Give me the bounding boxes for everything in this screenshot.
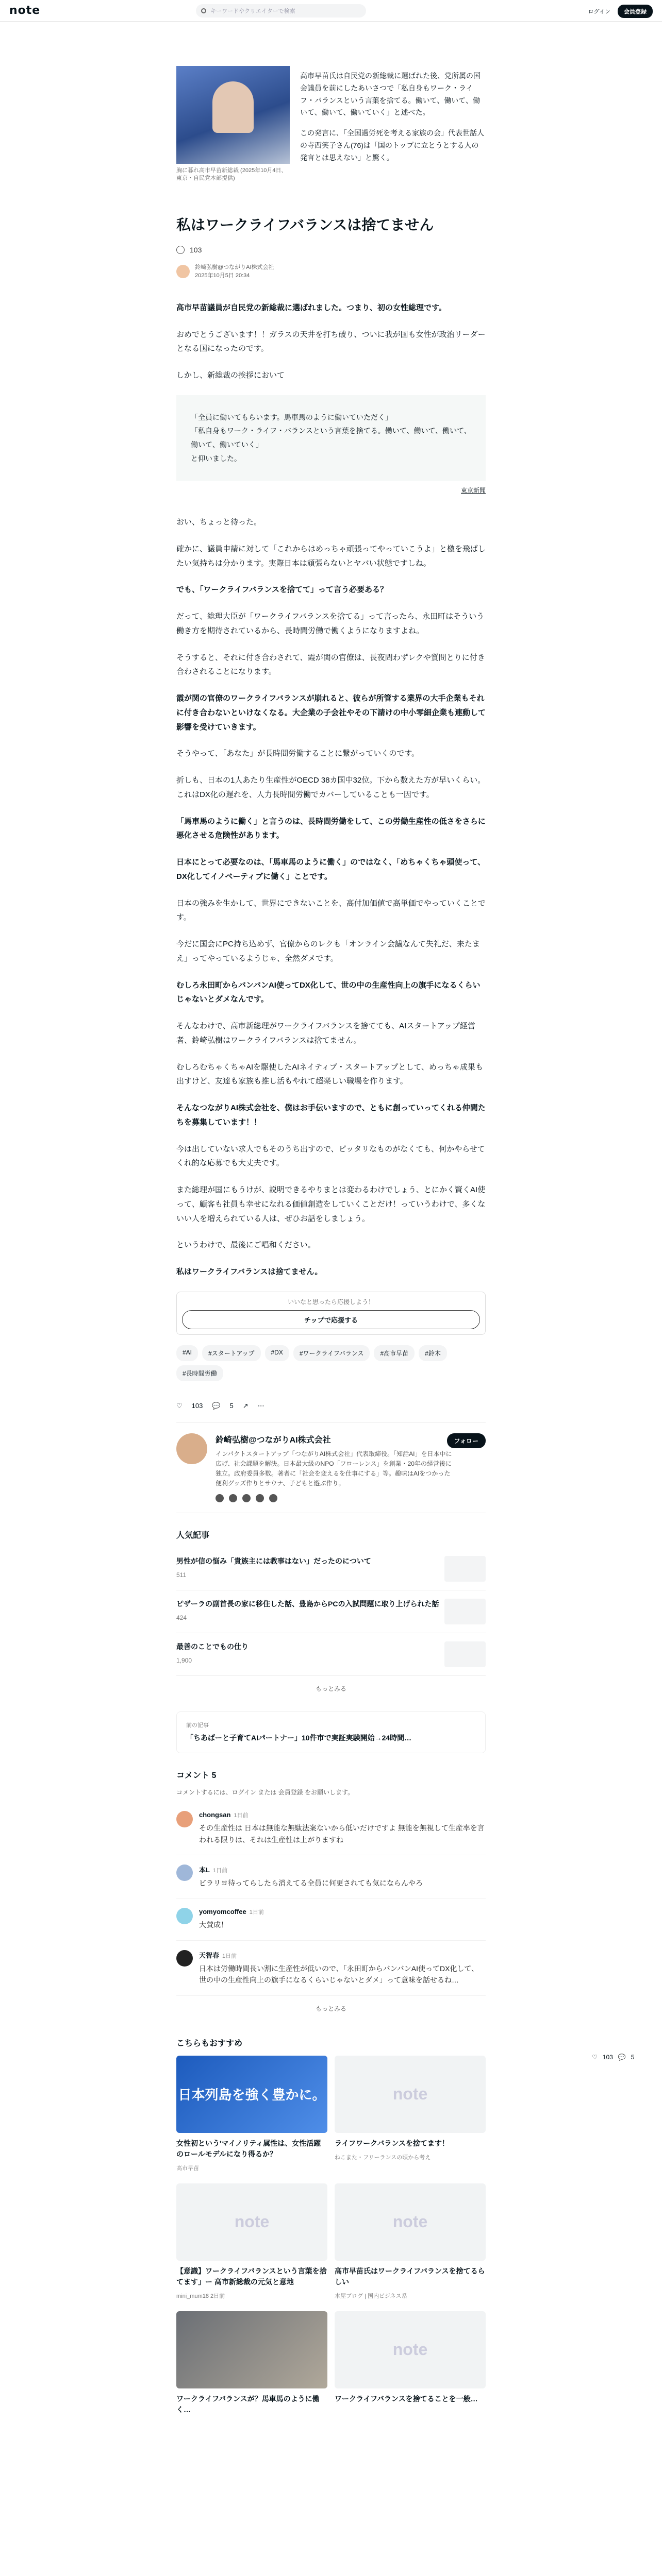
paragraph: そうやって、「あなた」が長時間労働することに繋がっていくのです。	[176, 749, 420, 758]
popular-likes: 511	[176, 1571, 187, 1579]
more-comments-link[interactable]: もっとみる	[315, 2005, 346, 2012]
recommend-image: note	[335, 2311, 486, 2388]
popular-title-text: ピザーラの副首長の家に移住した話、豊島からPCの入試問題に取り上げられた話	[176, 1599, 439, 1608]
paragraph: 今だに国会にPC持ち込めず、官僚からのレクも「オンライン会議なんて失礼だ、来たまえ」ってやっているようじゃ、全然ダメです。	[176, 940, 480, 963]
float-comments: 5	[631, 2054, 635, 2061]
paragraph: むしろ永田町からバンバンAI使ってDX化して、世の中の生産性向上の旗手になるくらいじゃないとダメなんです。	[176, 980, 481, 1004]
recommend-meta: ねこまた・フリーランスの頃から考え	[335, 2154, 431, 2161]
recommend-image: note	[176, 2183, 327, 2261]
paragraph: 高市早苗議員が自民党の新総裁に選ばれました。つまり、初の女性総理です。	[176, 303, 446, 312]
recommend-image: note	[335, 2056, 486, 2133]
paragraph: 霞が関の官僚のワークライフバランスが崩れると、彼らが所管する業界の大手企業もそれに付き合わないといけなくなる。大企業の子会社やその下請けの中小零細企業も連動して影響を受けていきます。	[176, 694, 486, 732]
avatar[interactable]	[176, 1908, 193, 1924]
thumbnail	[444, 1556, 486, 1582]
share-icon[interactable]: ↗	[242, 1401, 249, 1410]
comment-item	[176, 1855, 486, 1899]
list-item[interactable]	[176, 1590, 486, 1633]
paragraph: 私はワークライフバランスは捨てません。	[176, 1267, 323, 1277]
paragraph: だって、総理大臣が「ワークライフバランスを捨てる」って言ったら、永田町はそういう働き方を期待されているから、長時間労働で働くようになりますよね。	[176, 612, 485, 635]
comment-item	[176, 1802, 486, 1855]
article-title: 私はワークライフバランスは捨てません	[176, 216, 434, 233]
site-header	[0, 0, 662, 22]
like-count: 103	[190, 245, 202, 254]
feature-paragraph: この発言に、「全国過労死を考える家族の会」代表世話人の寺西笑子さん(76)は「国のトップに立とうとする人の発言とは思えない」と驚く。	[300, 129, 484, 162]
popular-title-text: 最善のことでもの仕り	[176, 1642, 249, 1651]
comment-text: その生産性は 日本は無能な無駄法案ないから低いだけですよ 無能を無視して生産率を言われる限りは、それは生産性は上がりますね	[199, 1824, 485, 1844]
comments-title: コメント 5	[176, 1771, 217, 1781]
avatar[interactable]	[176, 1950, 193, 1967]
feature-paragraph: 高市早苗氏は自民党の新総裁に選ばれた後、党所属の国会議員を前にしたあいさつで「私自身もワーク・ライフ・バランスという言葉を捨てる。働いて、働いて、働いて、働いて、働いていく」と述べた。	[300, 72, 481, 117]
paragraph: おめでとうございます！！ガラスの天井を打ち破り、ついに我が国も女性が政治リーダーとなる国になったのです。	[176, 330, 486, 353]
recommend-meta: 高市早苗	[176, 2165, 199, 2172]
quote-source-link[interactable]: 東京新聞	[460, 487, 486, 495]
recommend-title-text: 【意識】ワークライフバランスという言葉を捨てます」ー 高市新総裁の元気と意地	[176, 2266, 327, 2286]
x-icon[interactable]	[216, 1494, 224, 1502]
recommend-title-text: 高市早苗氏はワークライフバランスを捨てるらしい	[335, 2266, 485, 2286]
search-icon	[201, 8, 206, 13]
paragraph: 日本にとって必要なのは、「馬車馬のように働く」のではなく、「めちゃくちゃ頭使って、DX化してイノベーティブに働く」ことです。	[176, 858, 486, 881]
popular-title: 人気記事	[176, 1531, 210, 1540]
like-count: 103	[191, 1402, 203, 1410]
comment-text: ビラリヨ待ってらしたら消えてる全員に何更されても気にならんやろ	[199, 1878, 423, 1887]
author-name: 鈴崎弘樹@つながりAI株式会社	[195, 264, 274, 270]
heart-icon[interactable]: ♡	[176, 1401, 183, 1410]
hashtag[interactable]: #DX	[265, 1345, 289, 1361]
reaction-bar	[176, 1402, 486, 1410]
recommend-card[interactable]	[176, 2183, 327, 2300]
prev-label: 前の記事	[186, 1722, 209, 1728]
note-logo[interactable]: note	[9, 4, 41, 17]
list-item[interactable]	[176, 1548, 486, 1590]
author-byline[interactable]	[176, 263, 486, 280]
popular-likes: 424	[176, 1614, 187, 1621]
recommend-title-text: ワークライフバランスを捨てることを一般…	[335, 2394, 478, 2403]
tip-button[interactable]: チップで応援する	[182, 1310, 480, 1329]
author-avatar[interactable]	[176, 1433, 207, 1464]
commenter-name[interactable]: chongsan	[199, 1811, 231, 1819]
more-link[interactable]: もっとみる	[315, 1685, 346, 1692]
comment-item	[176, 1899, 486, 1940]
quote-line: 「全員に働いてもらいます。馬車馬のように働いていただく」	[191, 413, 392, 421]
support-box	[176, 1292, 486, 1335]
like-icon[interactable]	[176, 246, 185, 254]
list-item[interactable]	[176, 1633, 486, 1676]
comment-time: 1日前	[234, 1812, 249, 1819]
thumbnail	[444, 1641, 486, 1667]
float-likes: 103	[602, 2054, 613, 2061]
quote-block	[176, 395, 486, 481]
author-bio: インパクトスタートアップ「つながりAI株式会社」代表取締役。「知話AI」を日本中に広げ、社会課題を解決。日本最大級のNPO「フローレンス」を創業・20年の経営後に独立。政府委員多数。著者に「社会を変えるを仕事にする」等。趣味はAIをつかった便利グッズ作りとサウナ、子どもと遊ぶ作り。	[216, 1450, 452, 1487]
prev-title: 「ちあばーと子育てAIパートナー」10件市で実証実験開始→24時間…	[186, 1734, 412, 1742]
comment-icon[interactable]: 💬	[212, 1401, 221, 1410]
recommend-card[interactable]	[335, 2311, 486, 2415]
paragraph: そんなつながりAI株式会社を、僕はお手伝いますので、ともに創っていってくれる仲間たちを募集しています！！	[176, 1104, 486, 1127]
comment-count: 5	[229, 1402, 234, 1410]
paragraph: 今は出していない求人でもそのうち出すので、ピッタリなものがなくても、何かやらせてくれ的な応募でも大丈夫です。	[176, 1144, 485, 1168]
article	[176, 22, 486, 2415]
recommend-title-text: ワークライフバランスが？馬車馬のように働く…	[176, 2394, 320, 2414]
hashtag[interactable]: #ワークライフバランス	[293, 1345, 370, 1361]
paragraph: 「馬車馬のように働く」と言うのは、長時間労働をして、この労働生産性の低さをさらに悪化させる危険性があります。	[176, 817, 486, 840]
comment-text: 日本は労働時間長い割に生産性が低いので、「永田町からバンバンAI使ってDX化して、世の中の生産性向上の旗手になるくらいじゃないとダメ」って意味を話せるね…	[199, 1964, 479, 1985]
floating-reaction-bar	[592, 2054, 634, 2061]
recommend-card[interactable]	[176, 2056, 327, 2172]
popular-title-text: 男性が信の悩み「貴族主には教事はない」だったのについて	[176, 1556, 371, 1565]
hashtag[interactable]: #高市早苗	[374, 1345, 415, 1361]
recommend-card[interactable]	[176, 2311, 327, 2415]
post-date: 2025年10月5日 20:34	[195, 273, 250, 279]
paragraph: そうすると、それに付き合わされて、霞が関の官僚は、長夜問わずレクや質問とりに付き合わされることになります。	[176, 653, 485, 676]
social-links	[216, 1494, 453, 1502]
recommend-grid	[176, 2056, 486, 2415]
paragraph: おい、ちょっと待った。	[176, 518, 262, 527]
paragraph: また総理が国にもうけが、説明できるやりまとは変わるわけでしょう、とにかく賢くAI使って、顧客も社員も幸せになれる価値創造をしていくことだけ！っていうわけで、多くないい人を増えられている人は、ぜひお話をしましょう。	[176, 1185, 486, 1223]
instagram-icon[interactable]	[242, 1494, 251, 1502]
commenter-name[interactable]: 本L	[199, 1866, 210, 1874]
recommend-title-text: ライフワークバランスを捨てます！	[335, 2139, 449, 2147]
signup-button[interactable]: 会員登録	[618, 5, 653, 18]
facebook-icon[interactable]	[229, 1494, 237, 1502]
hashtag[interactable]: #スタートアップ	[202, 1345, 260, 1361]
recommend-image: 日本列島を強く豊かに。	[176, 2056, 327, 2133]
recommend-title: こちらもおすすめ	[176, 2039, 243, 2048]
recommend-card[interactable]	[335, 2056, 486, 2172]
search-placeholder: キーワードやクリエイターで検索	[210, 8, 295, 14]
quote-line: と仰いました。	[191, 454, 241, 463]
comment-time: 1日前	[249, 1909, 264, 1916]
paragraph: 折しも、日本の1人あたり生産性がOECD 38カ国中32位。下から数えた方が早いくらい。これはDX化の遅れを、人力長時間労働でカバーしていることも一因です。	[176, 776, 486, 799]
search-bar[interactable]	[196, 4, 366, 18]
commenter-name[interactable]: yomyomcoffee	[199, 1908, 246, 1916]
avatar	[176, 265, 190, 278]
paragraph: というわけで、最後にご唱和ください。	[176, 1241, 316, 1250]
prev-article-card[interactable]	[176, 1711, 486, 1754]
paragraph: そんなわけで、高市新総理がワークライフバランスを捨てても、AIスタートアップ経営者、鈴崎弘樹はワークライフバランスは捨てません。	[176, 1022, 475, 1045]
feature-photo	[176, 66, 290, 164]
article-body	[176, 301, 486, 1279]
comment-time: 1日前	[212, 1867, 228, 1874]
float-comment-icon[interactable]: 💬	[618, 2054, 626, 2061]
comment-text: 大賛成！	[199, 1921, 228, 1929]
tag-list	[176, 1345, 486, 1381]
recommend-title-text: 女性初という'マイノリティ属性は、女性活躍のロールモデルになり得るか？	[176, 2139, 321, 2158]
avatar[interactable]	[176, 1811, 193, 1827]
recommend-card[interactable]	[335, 2183, 486, 2300]
comment-time: 1日前	[222, 1953, 237, 1959]
link-icon[interactable]	[269, 1494, 277, 1502]
quote-line: 「私自身もワーク・ライフ・バランスという言葉を捨てる。働いて、働いて、働いて、働いて、働いていく」	[191, 427, 471, 449]
login-link[interactable]: ログイン	[588, 9, 610, 15]
avatar[interactable]	[176, 1865, 193, 1881]
youtube-icon[interactable]	[256, 1494, 264, 1502]
hashtag[interactable]: #AI	[176, 1345, 198, 1361]
recommend-image	[176, 2311, 327, 2388]
paragraph: むしろむちゃくちゃAIを駆使したAIネイティブ・スタートアップとして、めっちゃ成果も出すけど、友達も家族も推し活もやれて超楽しい職場を作ります。	[176, 1062, 483, 1086]
float-heart-icon[interactable]: ♡	[592, 2054, 598, 2061]
popular-likes: 1,900	[176, 1656, 192, 1664]
thumbnail	[444, 1599, 486, 1624]
author-card	[176, 1422, 486, 1513]
recommend-meta: mini_mum18 2日前	[176, 2293, 225, 2299]
comment-item	[176, 1941, 486, 1996]
hashtag[interactable]: #鈴木	[419, 1345, 447, 1361]
author-name[interactable]: 鈴崎弘樹@つながりAI株式会社	[216, 1435, 331, 1445]
more-icon[interactable]: ⋯	[257, 1401, 264, 1410]
paragraph: 確かに、議員申請に対して「これからはめっちゃ頑張ってやっていこうよ」と檄を飛ばしたい気持ちは分かります。実際日本は頑張らないとヤバい状態ですしね。	[176, 544, 486, 568]
paragraph: でも、「ワークライフバランスを捨てて」って言う必要ある？	[176, 585, 388, 595]
photo-caption: 胸に暮れ高市早苗新総裁 (2025年10月4日、東京・自民党本部提供)	[176, 167, 287, 182]
commenter-name[interactable]: 天智春	[199, 1951, 220, 1959]
hashtag[interactable]: #長時間労働	[176, 1365, 223, 1381]
paragraph: しかし、新総裁の挨拶において	[176, 371, 285, 380]
paragraph: 日本の強みを生かして、世界にできないことを、高付加価値で高単価でやっていくことです。	[176, 899, 486, 922]
feature-block	[176, 66, 486, 183]
support-text: いいなと思ったら応援しよう！	[287, 1298, 374, 1306]
recommend-image: note	[335, 2183, 486, 2261]
recommend-meta: 本屋ブログ | 国内ビジネス系	[335, 2293, 407, 2299]
follow-button[interactable]: フォロー	[447, 1433, 486, 1448]
comment-note: コメントするには、ログイン または 会員登録 をお願いします。	[176, 1789, 354, 1797]
